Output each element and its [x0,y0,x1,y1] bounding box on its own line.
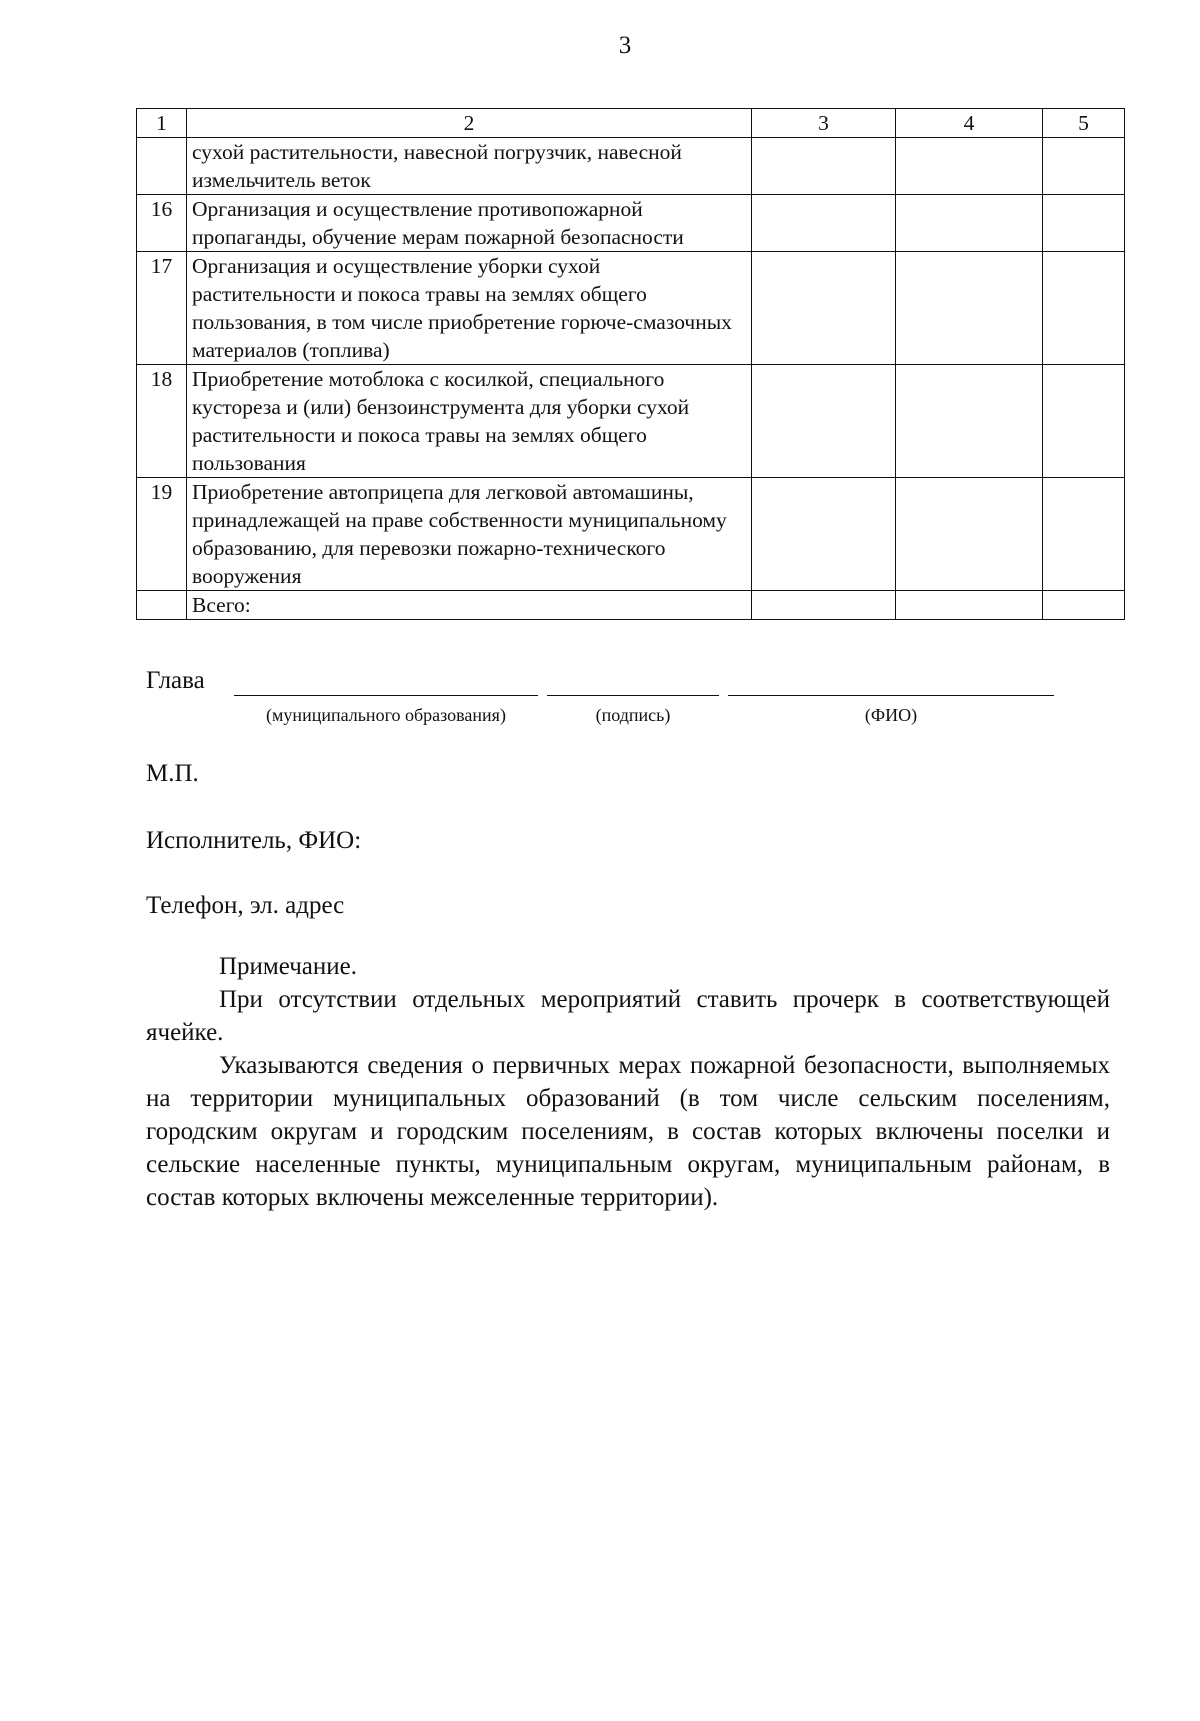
cell-col-4 [896,138,1043,195]
fio-caption: (ФИО) [864,705,918,725]
cell-col-4 [896,478,1043,591]
cell-col-3 [752,478,896,591]
contacts-label: Телефон, эл. адрес [146,892,345,919]
table-row [137,252,1125,365]
cell-col-4 [896,195,1043,252]
row-number: 18 [137,365,187,478]
cell-col-5 [1043,195,1125,252]
table-row [137,138,1125,195]
row-number [137,591,187,620]
table-header-row [137,109,1125,138]
signature-caption: (подпись) [595,705,671,725]
page-number: 3 [618,32,632,59]
fio-signature-line [728,695,1054,696]
row-number: 16 [137,195,187,252]
cell-col-5 [1043,478,1125,591]
note-block [146,950,1110,1214]
cell-col-5 [1043,365,1125,478]
row-number: 19 [137,478,187,591]
measures-table [136,108,1125,620]
cell-col-3 [752,252,896,365]
row-number [137,138,187,195]
cell-col-5 [1043,138,1125,195]
row-description: Организация и осуществление противопожарной пропаганды, обучение мерам пожарной безопасности [187,195,752,252]
row-description: Приобретение автоприцепа для легковой автомашины, принадлежащей на праве собственности муниципальному образованию, для перевозки пожарно-технического вооружения [187,478,752,591]
column-header: 5 [1043,109,1125,138]
cell-col-4 [896,365,1043,478]
signature-line [547,695,719,696]
cell-col-3 [752,591,896,620]
stamp-label: М.П. [146,760,199,787]
table-row [137,195,1125,252]
executor-label: Исполнитель, ФИО: [146,827,362,854]
column-header: 2 [187,109,752,138]
signature-block [146,667,1066,737]
table-row [137,365,1125,478]
column-header: 4 [896,109,1043,138]
cell-col-5 [1043,252,1125,365]
municipality-signature-line [234,695,538,696]
cell-col-3 [752,195,896,252]
row-description: Всего: [187,591,752,620]
municipality-caption: (муниципального образования) [266,705,506,725]
cell-col-4 [896,591,1043,620]
column-header: 1 [137,109,187,138]
table-total-row [137,591,1125,620]
row-number: 17 [137,252,187,365]
table-row [137,478,1125,591]
note-paragraph: Указываются сведения о первичных мерах пожарной безопасности, выполняемых на территории муниципальных образований (в том числе сельским поселениям, городским округам и городским поселениям, в состав которых включены поселки и сельские населенные пункты, муниципальным округам, муниципальным районам, в состав которых включены межселенные территории). [146,1052,1110,1211]
row-description: сухой растительности, навесной погрузчик, навесной измельчитель веток [187,138,752,195]
row-description: Организация и осуществление уборки сухой растительности и покоса травы на землях общего пользования, в том числе приобретение горюче-смазочных материалов (топлива) [187,252,752,365]
cell-col-3 [752,138,896,195]
cell-col-4 [896,252,1043,365]
row-description: Приобретение мотоблока с косилкой, специального кустореза и (или) бензоинструмента для уборки сухой растительности и покоса травы на землях общего пользования [187,365,752,478]
head-label: Глава [146,667,205,694]
note-title: Примечание. [219,953,358,980]
cell-col-3 [752,365,896,478]
cell-col-5 [1043,591,1125,620]
column-header: 3 [752,109,896,138]
note-paragraph: При отсутствии отдельных мероприятий ставить прочерк в соответствующей ячейке. [146,986,1110,1046]
